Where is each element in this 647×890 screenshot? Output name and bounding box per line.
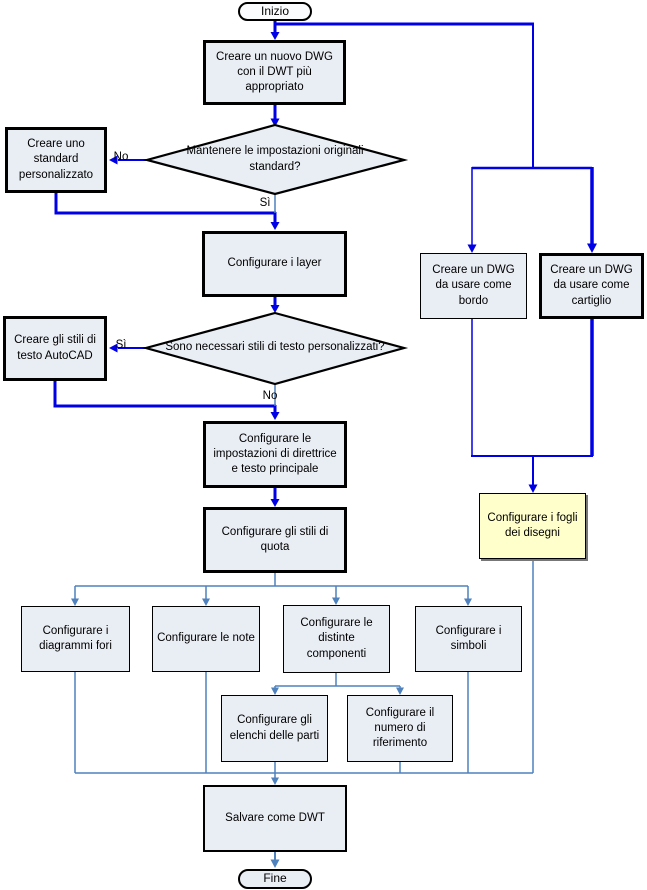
arrow-into-save-dwt [271, 778, 279, 786]
arrow-into-create-dwg [271, 32, 280, 40]
node-parts-lists [221, 695, 328, 762]
node-notes-label: Configurare le note [157, 632, 255, 645]
node-create-dwg-label: Creare un nuovo DWG con il DWT più appropriato [216, 50, 333, 94]
node-ref-number-label: Configurare il numero di riferimento [365, 706, 435, 750]
node-save-dwt-label: Salvare come DWT [225, 811, 325, 824]
edge-label-no-1: No [113, 151, 129, 163]
arrow-into-layers [271, 222, 280, 230]
end-terminal [238, 869, 312, 889]
edge-label-yes-1: Sì [259, 197, 271, 209]
arrow-into-hole-charts [71, 599, 79, 607]
node-symbols [415, 606, 522, 672]
node-symbols-label: Configurare i simboli [435, 624, 502, 652]
node-component-lists-label: Configurare le distinte componenti [300, 617, 373, 660]
node-dim-styles-label: Configurare gli stili di quota [221, 525, 329, 553]
node-layers-label: Configurare i layer [227, 257, 322, 270]
arrow-into-border-dwg [468, 245, 477, 254]
arrow-into-dim-styles [271, 499, 280, 507]
arrow-into-ref-number [396, 688, 404, 696]
node-titleblock-dwg [539, 253, 644, 319]
node-leader-settings [203, 421, 347, 488]
node-ref-number [347, 695, 453, 762]
edge-label-yes-2: Sì [115, 339, 127, 351]
node-dim-styles [203, 507, 347, 573]
node-leader-settings-label: Configurare le impostazioni di direttrice e testo principale [213, 432, 337, 476]
node-custom-standard-label: Creare uno standard personalizzato [18, 138, 94, 181]
node-custom-standard [5, 127, 107, 193]
node-text-styles-label: Creare gli stili di testo AutoCAD [14, 334, 96, 362]
node-text-styles [3, 316, 107, 381]
node-hole-charts-label: Configurare i diagrammi fori [39, 624, 112, 652]
end-label: Fine [263, 871, 287, 886]
arrow-into-drawing-sheets [529, 485, 538, 494]
arrow-into-symbols [464, 599, 472, 607]
node-drawing-sheets [479, 493, 586, 559]
arrow-into-notes [202, 599, 210, 607]
arrow-into-component-lists [332, 598, 340, 606]
edge-label-no-2: No [262, 390, 278, 402]
node-hole-charts [21, 606, 130, 672]
node-parts-lists-label: Configurare gli elenchi delle parti [229, 714, 320, 742]
node-component-lists [283, 605, 390, 673]
node-notes [152, 606, 260, 672]
node-titleblock-dwg-label: Creare un DWG da usare come cartiglio [550, 264, 633, 307]
start-terminal [238, 2, 312, 21]
arrow-into-titleblock-dwg [587, 244, 597, 254]
decision-keep-standard-label: Mantenere le impostazioni originali standard? [186, 145, 364, 173]
node-drawing-sheets-label: Configurare i fogli dei disegni [487, 511, 578, 539]
decision-need-text-styles-label: Sono necessari stili di testo personalizzati? [165, 341, 385, 354]
arrow-into-decision2 [271, 305, 280, 313]
arrow-into-end [271, 860, 280, 869]
node-save-dwt [203, 785, 347, 852]
node-layers [202, 231, 347, 297]
node-create-dwg [203, 40, 346, 105]
node-border-dwg-label: Creare un DWG da usare come bordo [432, 264, 515, 307]
node-border-dwg [420, 253, 527, 319]
arrow-into-leader-settings [271, 412, 280, 420]
start-label: Inizio [260, 3, 289, 18]
arrow-into-parts-lists [271, 688, 279, 696]
